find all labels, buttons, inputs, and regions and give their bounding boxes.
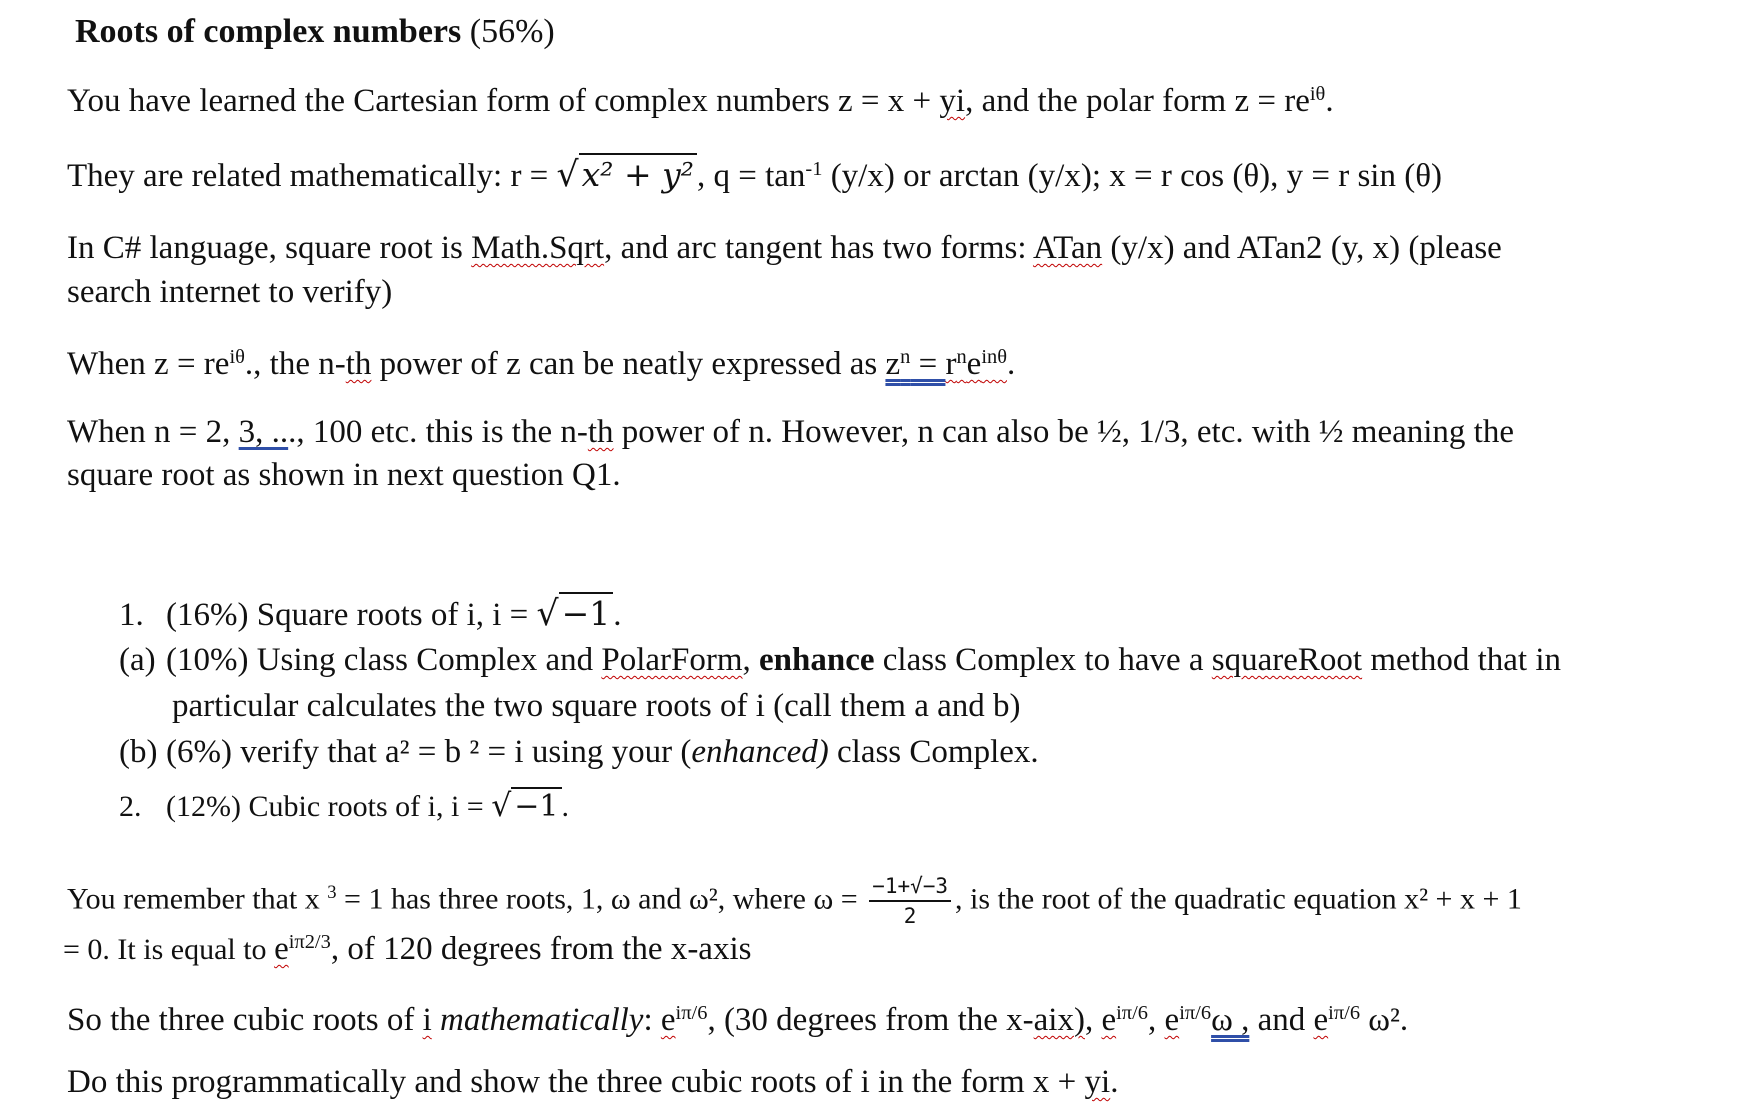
question-1a-line1: (a) (10%) Using class Complex and PolarForm, enhance class Complex to have a squareRoot method that in [119, 642, 1561, 678]
question-1a-line2: particular calculates the two square roots of i (call them a and b) [172, 688, 1021, 724]
paragraph-omega-line1: You remember that x $^3$ = 1 has three roots, 1, ω and ω², where ω = $\frac{-1+√-3}{2}$ , is the root of the quadratic equation x² + x + 1 [67, 874, 1522, 928]
paragraph-fractional-power-line2: square root as shown in next question Q1. [67, 457, 621, 493]
paragraph-cubic-roots: So the three cubic roots of i mathematically: $e^{i\pi/6}$, (30 degrees from the x-aix), $e^{i\pi/6}$, $e^{i\pi/6}\omega$ , and $e^{i\pi/6}$ ω². [67, 1001, 1409, 1038]
paragraph-fractional-power-line1: When n = 2, 3, ..., 100 etc. this is the n-th power of n. However, n can also be ½, 1/3, etc. with ½ meaning the [67, 414, 1514, 450]
paragraph-programmatic: Do this programmatically and show the three cubic roots of i in the form x + yi. [67, 1064, 1119, 1100]
omega-fraction: $\frac{-1+√-3}{2}$ [869, 874, 951, 929]
question-2: 2. (12%) Cubic roots of i, i = √ −1 . [119, 786, 569, 827]
question-1b: (b) (6%) verify that a² = b ² = i using your (enhanced) class Complex. [119, 734, 1039, 770]
radical-expression: √x² + y² [557, 155, 697, 196]
paragraph-relations: They are related mathematically: r = √x² + y², $q = \tan^{-1} (y/x)$ or arctan (y/x); x = r cos (θ), y = r sin (θ) [67, 155, 1443, 195]
radical-neg-one-q2: √ −1 [491, 786, 561, 827]
paragraph-csharp-line2: search internet to verify) [67, 274, 393, 310]
radical-neg-one: √−1 [537, 594, 614, 635]
question-1: 1. (16%) Square roots of i, i = √−1. [119, 594, 622, 634]
paragraph-csharp-line1: In C# language, square root is Math.Sqrt, and arc tangent has two forms: ATan (y/x) and ATan2 (y, x) (please [67, 230, 1502, 266]
paragraph-nth-power: When $z = re^{i\theta}$., the n-th power of z can be neatly expressed as $z^n = r^ne^{in\theta}$. [67, 345, 1016, 382]
section-title: Roots of complex numbers (56%) [75, 13, 555, 50]
paragraph-cartesian-polar: You have learned the Cartesian form of complex numbers z = x + yi, and the polar form $z = re^{i\theta}$. [67, 82, 1334, 119]
paragraph-omega-line2: = 0. It is equal to $e^{i\pi 2/3}$, of 120 degrees from the x-axis [63, 930, 752, 967]
